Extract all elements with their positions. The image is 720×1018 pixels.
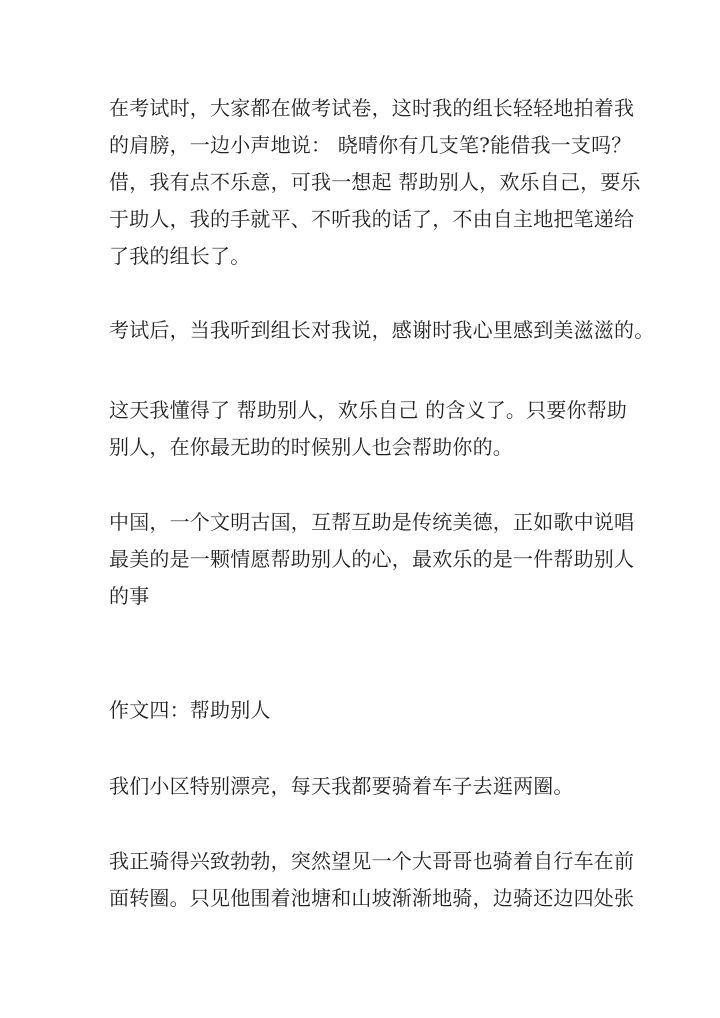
paragraph-cycling [109, 843, 635, 917]
text-line: 考试后，当我听到组长对我说，感谢时我心里感到美滋滋的。 [109, 318, 655, 342]
text-line: 面转圈。只见他围着池塘和山坡渐渐地骑，边骑还边四处张 [109, 886, 635, 910]
essay-heading [109, 692, 619, 729]
text-line: 借，我有点不乐意，可我一想起 帮助别人，欢乐自己，要乐 [109, 170, 641, 194]
paragraph-neighborhood [109, 768, 619, 805]
paragraph-china-virtue [109, 504, 635, 615]
paragraph-lesson-learned [109, 392, 628, 466]
text-line: 最美的是一颗情愿帮助别人的心，最欢乐的是一件帮助别人 [109, 547, 635, 571]
text-line: 中国，一个文明古国，互帮互助是传统美德，正如歌中说唱 [109, 510, 635, 534]
paragraph-after-exam [109, 312, 655, 349]
text-line: 这天我懂得了 帮助别人，欢乐自己 的含义了。只要你帮助 [109, 398, 628, 422]
text-line: 的事 [109, 584, 150, 608]
text-line: 于助人，我的手就平、不听我的话了，不由自主地把笔递给 [109, 207, 635, 231]
text-line: 作文四：帮助别人 [109, 698, 271, 722]
text-line: 的肩膀，一边小声地说： 晓晴你有几支笔?能借我一支吗？ [109, 133, 632, 157]
text-line: 别人，在你最无助的时候别人也会帮助你的。 [109, 435, 513, 459]
paragraph-exam-story [109, 90, 641, 275]
text-line: 在考试时，大家都在做考试卷，这时我的组长轻轻地拍着我 [109, 96, 635, 120]
text-line: 我们小区特别漂亮，每天我都要骑着车子去逛两圈。 [109, 774, 574, 798]
text-line: 我正骑得兴致勃勃，突然望见一个大哥哥也骑着自行车在前 [109, 849, 635, 873]
text-line: 了我的组长了。 [109, 244, 251, 268]
